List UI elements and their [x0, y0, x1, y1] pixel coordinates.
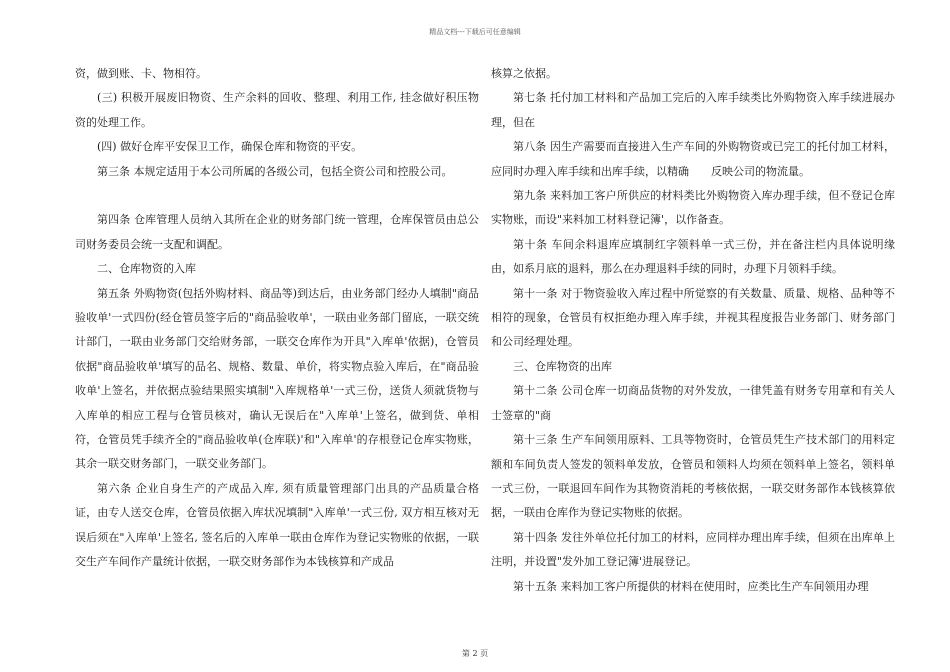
paragraph: 第七条 托付加工材料和产品加工完后的入库手续类比外购物资入库手续进展办理，但在 [491, 91, 895, 129]
paragraph: 第三条 本规定适用于本公司所属的各级公司，包括全资公司和控股公司。 [97, 164, 453, 178]
paragraph: 第九条 来料加工客户所供应的材料类比外购物资入库办理手续，但不登记仓库实物账，而设"来料加工材料登记簿'，以作备查。 [491, 189, 895, 227]
paragraph: 第五条 外购物资(包括外购材料、商品等)到达后，由业务部门经办人填制"商品验收单'一式四份(经仓管员签字后的"商品验收单'，一联由业务部门留底，一联交统计部门，一联由业务部门交给财务部，一联交仓库作为开具"入库单'依据)，仓管员依据"商品验收单'填写的品名、规格、数量、单价，将实物点验入库后，在"商品验收单'上签名，并依据点验结果照实填制"入库规格单'一式三份，送货人须就货物与入库单的相应工程与仓管员核对，确认无误后在"入库单'上签名，做到货、单相符，仓管员凭手续齐全的"商品验收单(仓库联)'和"入库单'的存根登记仓库实物账，其余一联交财务部门，一联交业务部门。 [75, 286, 479, 471]
section-heading: 二、仓库物资的入库 [97, 262, 196, 276]
paragraph: 第六条 企业自身生产的产成品入库, 须有质量管理部门出具的产品质量合格证，由专人送交仓库，仓管员依据入库状况填制"入库单'一式三份, 双方相互核对无误后须在"入库单'上签名, 签名后的入库单一联由仓库作为登记实物账的依据，一联交生产车间作产量统计依据，一联交财务部作为本钱核算和产成品 [75, 481, 479, 569]
paragraph: 第十五条 来料加工客户所提供的材料在使用时，应类比生产车间领用办理 [513, 579, 869, 593]
paragraph: 第十一条 对于物资验收入库过程中所觉察的有关数量、质量、规格、品种等不相符的现象，仓管员有权拒绝办理入库手续，并视其程度报告业务部门、财务部门和公司经理处理。 [491, 286, 895, 349]
paragraph: 核算之依据。 [491, 67, 557, 80]
page-number: 第 2 页 [461, 649, 489, 658]
page-header: 精品文档---下载后可任意编辑 [429, 28, 521, 36]
paragraph: 第四条 仓库管理人员纳入其所在企业的财务部门统一管理，仓库保管员由总公司财务委员会统一支配和调配。 [75, 213, 479, 251]
paragraph: 第十四条 发往外单位托付加工的材料，应同样办理出库手续，但须在出库单上注明，并设置"发外加工登记簿'进展登记。 [491, 530, 895, 569]
section-heading: 三、仓库物资的出库 [513, 359, 612, 373]
right-column [491, 62, 895, 599]
paragraph: 第十二条 公司仓库一切商品货物的对外发放，一律凭盖有财务专用章和有关人士签章的"商 [491, 384, 895, 422]
paragraph: 第十条 车间余料退库应填制红字领料单一式三份，并在备注栏内具体说明缘由，如系月底的退料，那么在办理退料手续的同时，办理下月领料手续。 [491, 237, 895, 276]
paragraph: (三) 积极开展废旧物资、生产余料的回收、整理、利用工作, 挂念做好积压物资的处理工作。 [75, 91, 479, 129]
paragraph: 第十三条 生产车间领用原料、工具等物资时，仓管员凭生产技术部门的用料定额和车间负责人签发的领料单发放，仓管员和领料人均须在领料单上签名，领料单一式三份，一联退回车间作为其物资消耗的考核依据，一联交财务部作本钱核算依据，一联由仓库作为登记实物账的依据。 [491, 433, 895, 520]
paragraph: 资，做到账、卡、物相符。 [75, 67, 207, 80]
paragraph: (四) 做好仓库平安保卫工作，确保仓库和物资的平安。 [97, 140, 363, 154]
paragraph: 第八条 因生产需要而直接进入生产车间的外购物资或已完工的托付加工材料，应同时办理入库手续和出库手续，以精确 反映公司的物流量。 [491, 140, 895, 178]
left-column [75, 62, 479, 575]
